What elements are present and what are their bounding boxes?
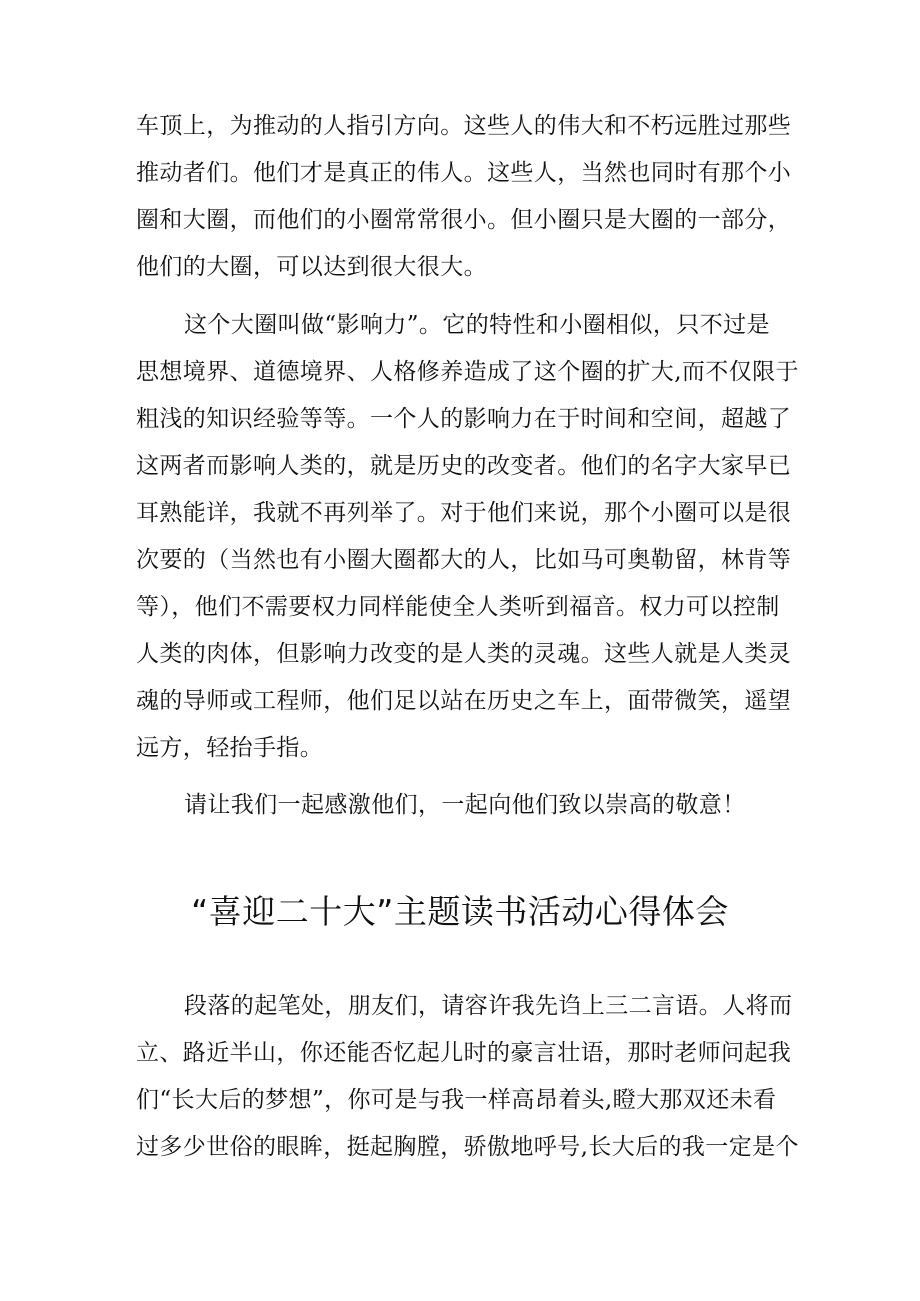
text-line: 魂的导师或工程师，他们足以站在历史之车上，面带微笑，遥望 bbox=[136, 688, 792, 714]
text-line: 推动者们。他们才是真正的伟人。这些人，当然也同时有那个小 bbox=[136, 160, 792, 186]
paragraph-gratitude bbox=[136, 782, 791, 829]
text-line: 粗浅的知识经验等等。一个人的影响力在于时间和空间，超越了 bbox=[136, 406, 792, 432]
paragraph-continued bbox=[136, 103, 791, 291]
text-line: 段落的起笔处，朋友们，请容许我先诌上三二言语。人将而 bbox=[184, 993, 793, 1019]
text-line: 过多少世俗的眼眸，挺起胸膛，骄傲地呼号,长大后的我一定是个 bbox=[136, 1134, 799, 1160]
text-line: 圈和大圈，而他们的小圈常常很小。但小圈只是大圈的一部分， bbox=[136, 207, 792, 233]
text-line: 这个大圈叫做“影响力”。它的特性和小圈相似，只不过是 bbox=[184, 312, 770, 338]
paragraph-influence bbox=[136, 302, 799, 772]
text-line: 次要的（当然也有小圈大圈都大的人，比如马可奥勒留，林肯等 bbox=[136, 547, 792, 573]
text-line: 这两者而影响人类的，就是历史的改变者。他们的名字大家早已 bbox=[136, 453, 792, 479]
text-line: 立、路近半山，你还能否忆起儿时的豪言壮语，那时老师问起我 bbox=[136, 1040, 792, 1066]
text-line: 远方，轻抬手指。 bbox=[136, 735, 324, 761]
paragraph-opening bbox=[136, 983, 799, 1171]
text-line: 请让我们一起感激他们，一起向他们致以崇高的敬意！ bbox=[184, 792, 746, 818]
text-line: 们“长大后的梦想”，你可是与我一样高昂着头,瞪大那双还未看 bbox=[136, 1087, 777, 1113]
text-line: 车顶上，为推动的人指引方向。这些人的伟大和不朽远胜过那些 bbox=[136, 113, 792, 139]
text-line: 耳熟能详，我就不再列举了。对于他们来说，那个小圈可以是很 bbox=[136, 500, 792, 526]
text-line: 等），他们不需要权力同样能使全人类听到福音。权力可以控制 bbox=[136, 594, 780, 620]
section-title: “喜迎二十大”主题读书活动心得体会 bbox=[191, 892, 729, 931]
text-line: 人类的肉体，但影响力改变的是人类的灵魂。这些人就是人类灵 bbox=[136, 641, 792, 667]
text-line: 思想境界、道德境界、人格修养造成了这个圈的扩大,而不仅限于 bbox=[136, 359, 799, 385]
text-line: 他们的大圈，可以达到很大很大。 bbox=[136, 254, 487, 280]
